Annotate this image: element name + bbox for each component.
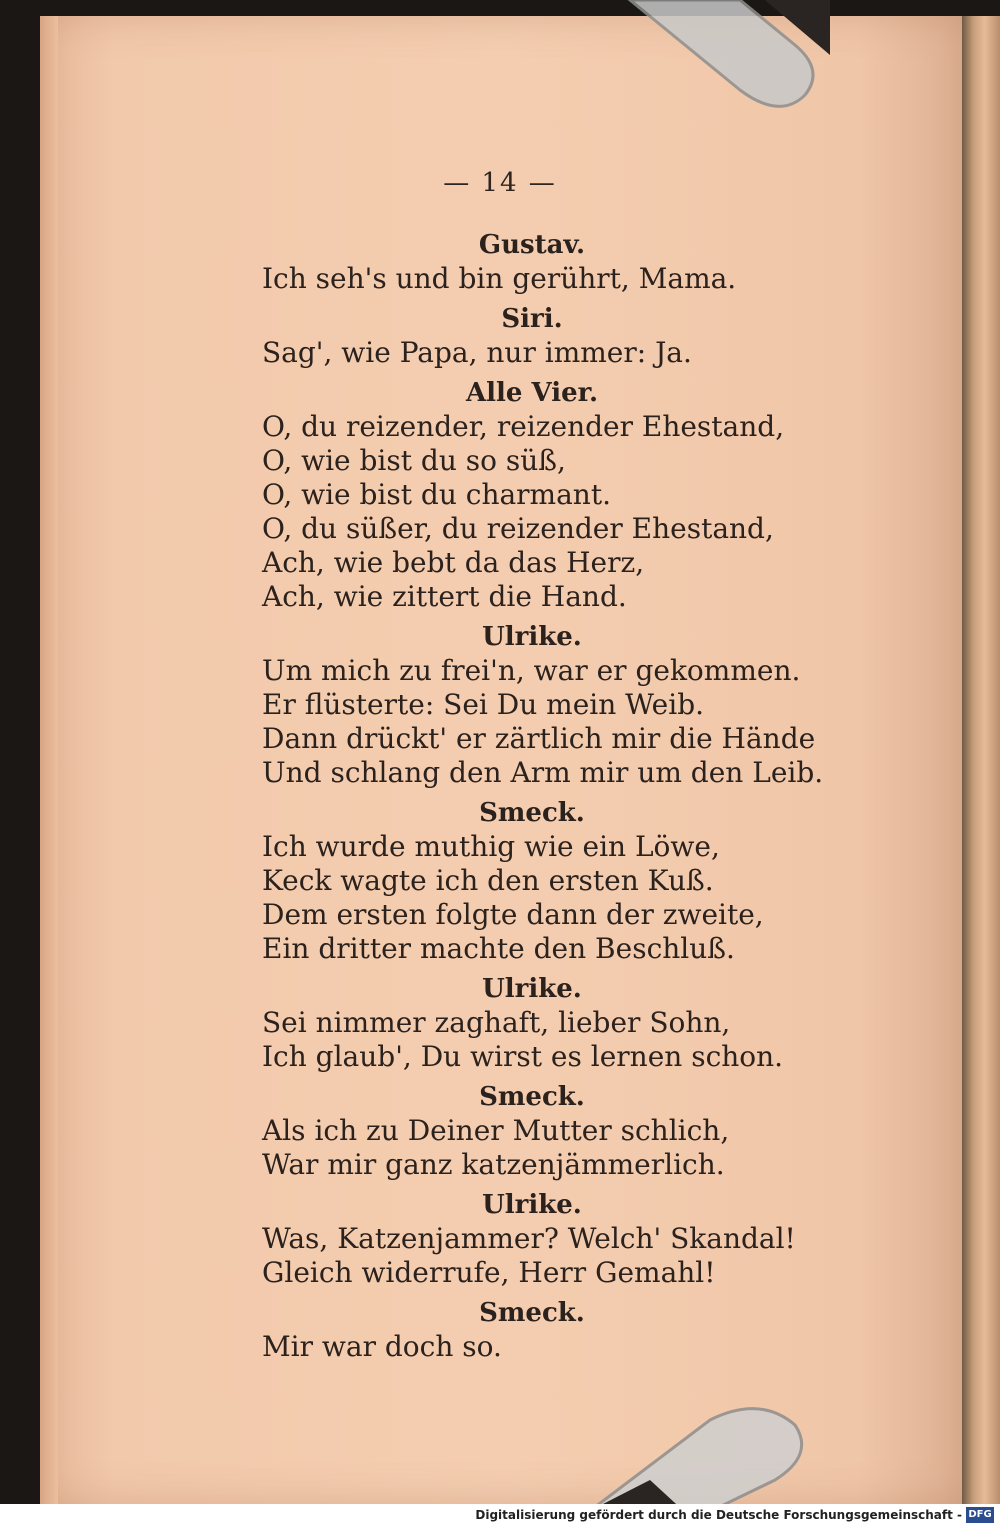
verse-line: O, wie bist du so süß, [262,444,566,477]
speaker-name: Gustav. [478,230,586,260]
binding-strip [962,16,1000,1504]
verse-line: Um mich zu frei'n, war er gekommen. [262,654,801,687]
verse-line: Gleich widerrufe, Herr Gemahl! [262,1256,716,1289]
footer-bar [0,1504,1000,1526]
verse-line: Er flüsterte: Sei Du mein Weib. [262,688,705,721]
speaker-name: Smeck. [479,1298,585,1328]
verse-line: Mir war doch so. [262,1330,502,1363]
speaker-name: Alle Vier. [465,378,599,408]
speaker-block-alle-vier [262,378,822,614]
speaker-name: Ulrike. [482,974,582,1004]
verse-line: Sei nimmer zaghaft, lieber Sohn, [262,1006,731,1039]
speaker-block-ulrike-3 [262,1190,822,1290]
page-clip-top [590,0,830,130]
speaker-block-smeck-1 [262,798,822,966]
verse-line: Ich seh's und bin gerührt, Mama. [262,262,737,295]
verse-line: War mir ganz katzenjämmerlich. [262,1148,725,1181]
verse-line: Als ich zu Deiner Mutter schlich, [262,1114,730,1147]
verse-line: Ein dritter machte den Beschluß. [262,932,735,965]
verse-line: Ich glaub', Du wirst es lernen schon. [262,1040,784,1073]
verse-line: Und schlang den Arm mir um den Leib. [262,756,824,789]
play-text [262,222,822,1364]
verse-line: O, du reizender, reizender Ehestand, [262,410,785,443]
verse-line: Ich wurde muthig wie ein Löwe, [262,830,720,863]
verse-line: Keck wagte ich den ersten Kuß. [262,864,714,897]
speaker-block-ulrike-2 [262,974,822,1074]
page-number: — 14 — [443,168,557,198]
verse-line: O, wie bist du charmant. [262,478,611,511]
funding-notice: Digitalisierung gefördert durch die Deutsche Forschungsgemeinschaft - [475,1508,962,1522]
verse-line: Ach, wie bebt da das Herz, [262,546,645,579]
verse-line: Dem ersten folgte dann der zweite, [262,898,764,931]
speaker-block-smeck-3 [262,1298,822,1364]
verse-line: Sag', wie Papa, nur immer: Ja. [262,336,692,369]
page-edge [40,16,58,1504]
speaker-block-siri [262,304,822,370]
verse-line: Ach, wie zittert die Hand. [262,580,627,613]
speaker-block-ulrike-1 [262,622,822,790]
speaker-block-smeck-2 [262,1082,822,1182]
speaker-name: Smeck. [479,1082,585,1112]
speaker-name: Ulrike. [482,1190,582,1220]
verse-line: Dann drückt' er zärtlich mir die Hände [262,722,816,755]
speaker-name: Smeck. [479,798,585,828]
speaker-block-gustav [262,230,822,296]
verse-line: Was, Katzenjammer? Welch' Skandal! [262,1222,796,1255]
verse-line: O, du süßer, du reizender Ehestand, [262,512,774,545]
speaker-name: Ulrike. [482,622,582,652]
dfg-logo-icon: DFG [966,1507,994,1523]
speaker-name: Siri. [501,304,563,334]
